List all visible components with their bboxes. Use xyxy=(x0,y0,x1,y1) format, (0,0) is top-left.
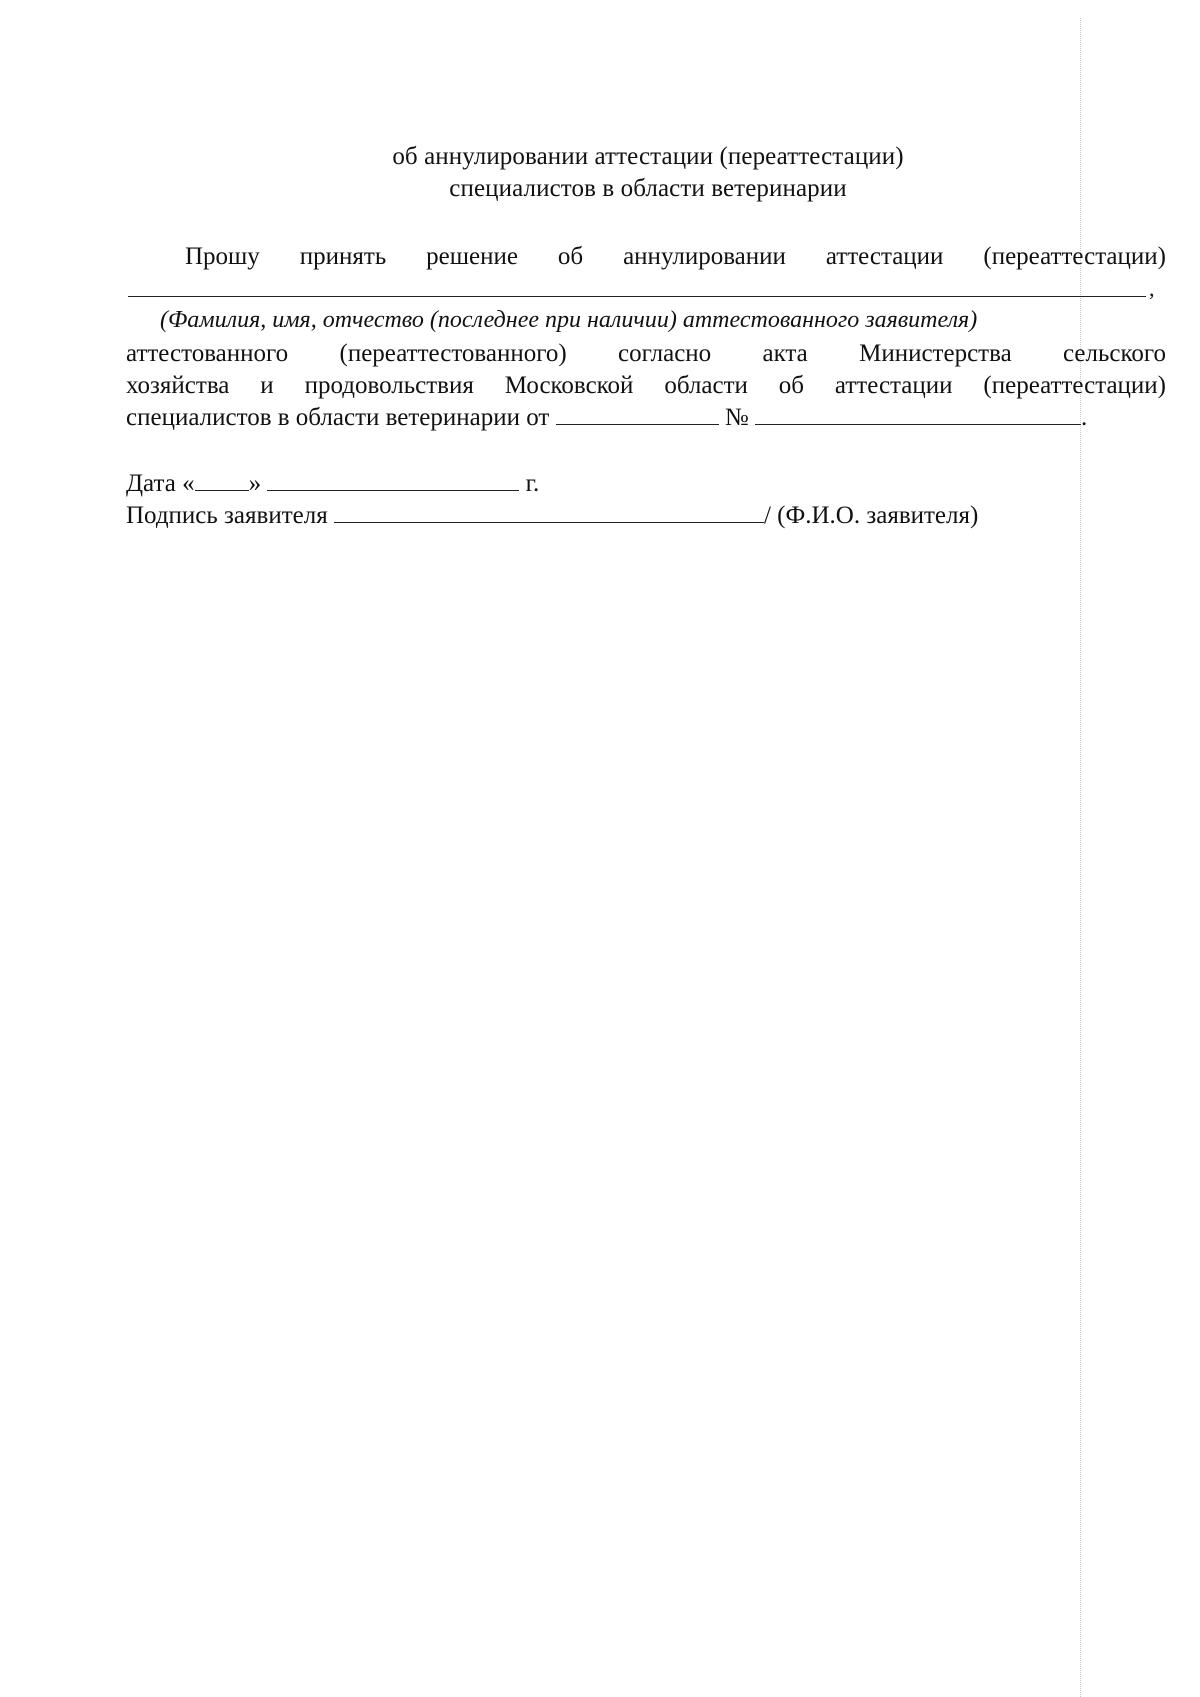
day-blank[interactable] xyxy=(195,470,249,491)
number-sign: № xyxy=(724,404,749,431)
body-line-2: хозяйства и продовольствия Московской области об аттестации (переаттестации) xyxy=(126,372,1166,399)
month-year-blank[interactable] xyxy=(267,470,519,491)
date-line xyxy=(126,470,1166,498)
act-number-blank[interactable] xyxy=(755,404,1081,425)
signature-line xyxy=(126,502,1166,530)
body-line-1: аттестованного (переаттестованного) согласно акта Министерства сельского xyxy=(126,340,1166,367)
date-label: Дата « xyxy=(126,470,195,497)
body-line-3 xyxy=(126,404,1166,432)
signature-suffix: / (Ф.И.О. заявителя) xyxy=(763,502,979,529)
request-intro: Прошу принять решение об аннулировании аттестации (переаттестации) xyxy=(185,243,1166,270)
body-line-3-start: специалистов в области ветеринарии от xyxy=(126,404,550,431)
date-close-quote: » xyxy=(248,470,262,497)
act-date-blank[interactable] xyxy=(556,404,719,425)
name-blank-comma: , xyxy=(1149,276,1155,301)
signature-label: Подпись заявителя xyxy=(126,502,328,529)
body-line-3-end: . xyxy=(1080,404,1088,431)
applicant-name-hint: (Фамилия, имя, отчество (последнее при наличии) аттестованного заявителя) xyxy=(160,307,978,333)
signature-blank[interactable] xyxy=(334,502,764,523)
year-suffix: г. xyxy=(525,470,540,497)
applicant-name-blank[interactable] xyxy=(128,296,1146,297)
heading-line-1: об аннулировании аттестации (переаттестации) xyxy=(392,143,904,170)
heading-line-2: специалистов в области ветеринарии xyxy=(449,175,847,202)
